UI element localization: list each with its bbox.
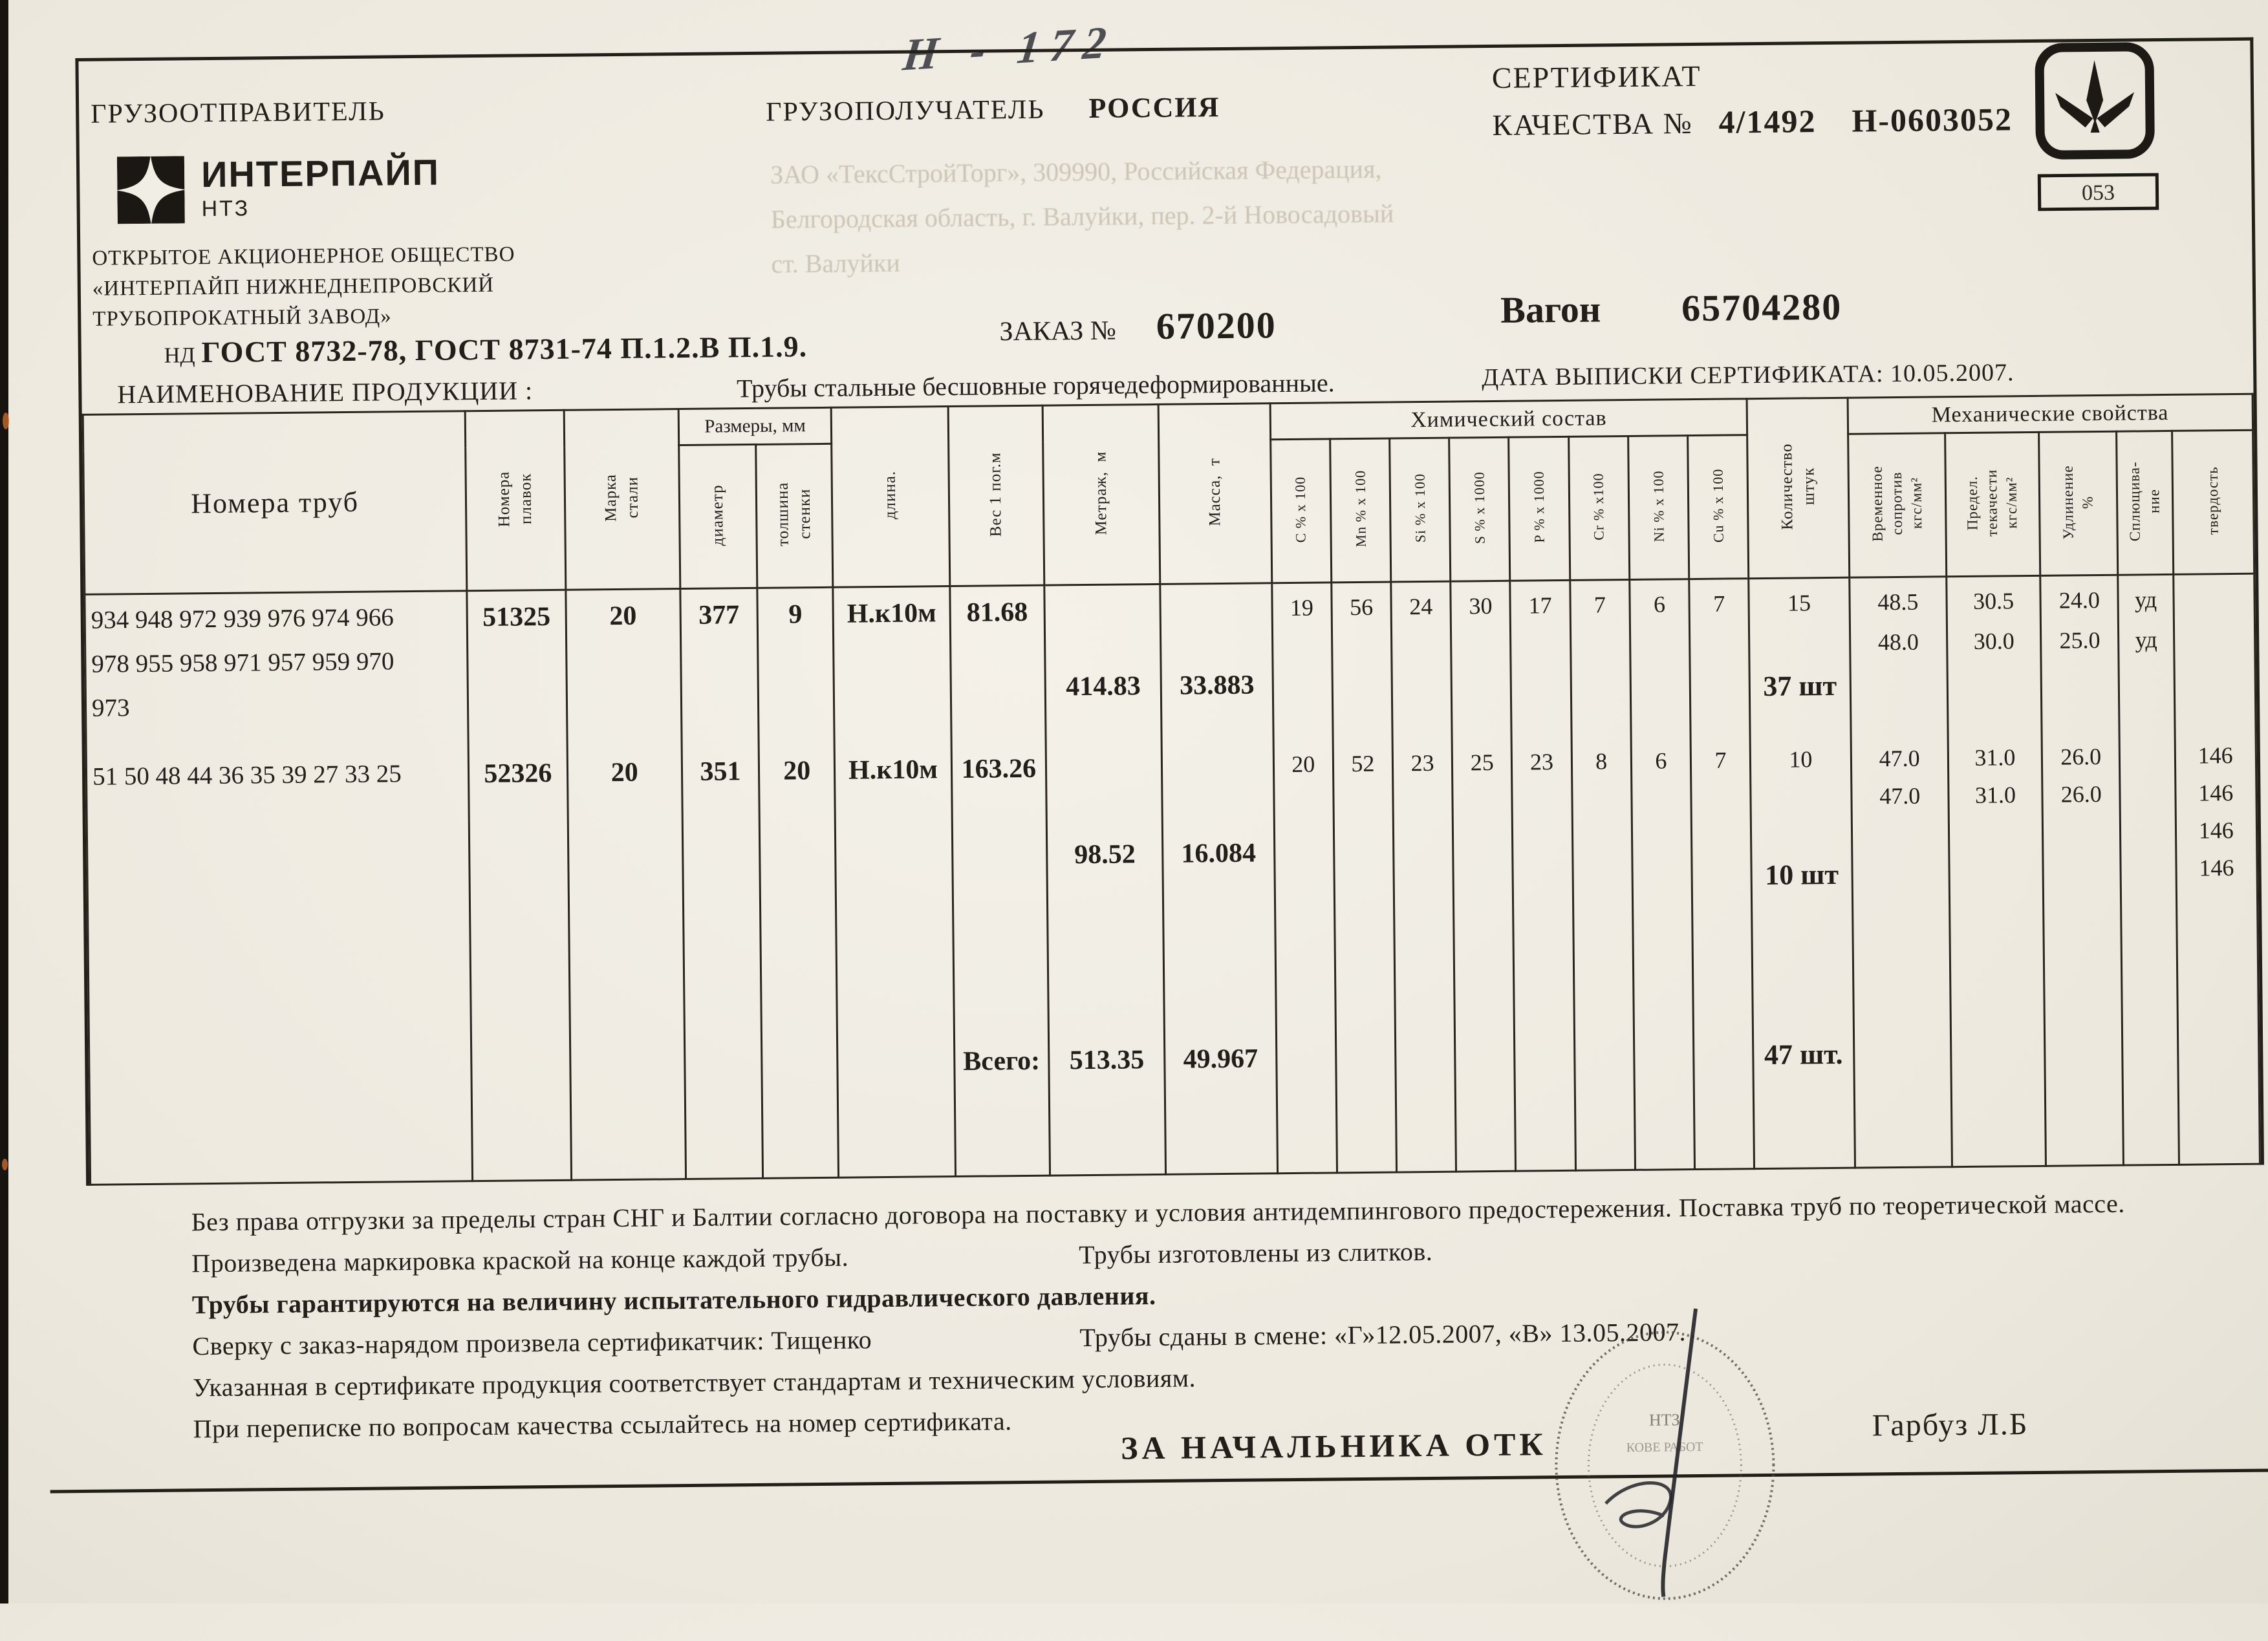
note-segment: Трубы изготовлены из слитков. [1079,1236,1433,1270]
col-header-mass: Масса, т [1158,403,1271,585]
certificate-label-line1: СЕРТИФИКАТ [1491,59,1701,94]
note-segment: Произведена маркировка краской на конце каждой трубы. [191,1242,849,1278]
heat-number: 52326 [484,758,552,789]
hardness-value: 146 [2198,742,2233,769]
yield-value: 31.0 [1974,744,2016,771]
col-header-heat-numbers: Номера плавок [465,410,565,590]
diameter-value: 377 [698,600,740,630]
stamp-inner-text: НТЗ [1648,1410,1680,1430]
scan-left-edge [0,0,8,1603]
consignee-country: РОССИЯ [1088,91,1220,124]
col-header-flattening: Сплющива- ние [2117,431,2173,575]
signer-name: Гарбуз Л.Б [1872,1407,2029,1443]
chem-value: 8 [1595,748,1608,775]
handwritten-mark: Н - 172 [900,17,1119,81]
cell-length [833,586,955,1178]
diameter-value: 351 [700,756,741,787]
document-frame [75,38,2264,1186]
note-line: При переписке по вопросам качества ссылайтесь на номер сертификата. [193,1406,1012,1444]
length-value: Н.к10м [848,755,938,786]
cell-steel-grade [565,589,686,1181]
length-value: Н.к10м [847,598,936,629]
consignee-block [766,91,1220,128]
document-header [78,41,2253,414]
col-header-chem-si: Si % x 100 [1390,438,1451,582]
meterage-value: 98.52 [1074,839,1136,870]
chem-value: 56 [1349,594,1374,621]
col-header-weight-per-meter: Вес 1 пог.м [948,405,1044,586]
quantity-pieces: 10 шт [1764,858,1839,891]
company-line: «ИНТЕРПАЙП НИЖНЕДНЕПРОВСКИЙ [92,273,495,301]
tensile-value: 48.0 [1877,628,1919,656]
col-header-meterage: Метраж, м [1042,404,1160,585]
logo-company-name: ИНТЕРПАЙП [200,151,440,195]
chem-value: 17 [1528,592,1552,619]
heat-number: 51325 [482,601,551,632]
chem-value: 19 [1290,594,1314,621]
trident-quality-stamp [2030,41,2169,232]
cell-chem-si [1391,581,1456,1172]
elongation-value: 26.0 [2060,743,2102,770]
steel-grade: 20 [609,601,637,632]
chem-value: 24 [1409,593,1433,620]
meterage-value: 414.83 [1065,671,1141,702]
interpipe-logo-icon [117,156,185,224]
nd-label: НД [164,343,195,368]
steel-grade: 20 [610,757,638,788]
product-name-line [117,367,1335,409]
cell-flattening [2118,574,2179,1165]
faint-address-line: ЗАО «ТексСтройТорг», 309990, Российская Федерация, [770,154,1382,189]
bottom-frame-line [50,1468,2268,1494]
order-label: ЗАКАЗ № [999,316,1117,347]
consignee-label: ГРУЗОПОЛУЧАТЕЛЬ [766,94,1045,127]
cell-chem-cu [1689,579,1755,1170]
certificate-document [75,10,2268,1602]
elongation-value: 26.0 [2060,780,2102,808]
cell-mass [1160,583,1277,1175]
nd-standards-value: ГОСТ 8732-78, ГОСТ 8731-74 П.1.2.В П.1.9. [201,330,808,369]
cell-elongation [2040,575,2124,1166]
col-header-yield-strength: Предел. текачести кгс/мм² [1945,432,2040,576]
note-line-bold: Трубы гарантируются на величину испытательного гидравлического давления. [191,1281,1156,1320]
chem-value: 20 [1291,751,1315,777]
elongation-value: 25.0 [2059,627,2101,654]
wagon-label: Вагон [1500,288,1601,331]
pipe-numbers-line: 973 [91,694,130,722]
col-header-pipe-numbers: Номера труб [83,411,467,595]
issue-date-line: ДАТА ВЫПИСКИ СЕРТИФИКАТА: 10.05.2007. [1482,359,2014,392]
tensile-value: 47.0 [1879,782,1921,810]
consignee-address-faint [770,147,1394,286]
col-header-chem-c: С % х 100 [1270,439,1331,583]
flattening-value: уд [2135,627,2157,653]
certificate-block [1491,50,2013,149]
chem-value: 30 [1469,593,1493,619]
col-header-length: длина. [831,407,949,588]
chem-value: 25 [1470,749,1494,776]
signature-stroke [1606,1483,1671,1527]
stamp-inner-text: КОВЕ РАБОТ [1626,1439,1703,1455]
pipe-numbers-line: 51 50 48 44 36 35 39 27 33 25 [92,760,402,791]
col-header-hardness: твердость [2172,430,2254,574]
product-label: НАИМЕНОВАНИЕ ПРОДУКЦИИ : [117,376,534,409]
nd-standards-line [164,329,808,370]
cell-yield [1947,575,2046,1166]
chem-value: 52 [1351,750,1375,777]
weight-value: 163.26 [961,753,1037,784]
col-header-chem-cu: Cu % x 100 [1688,435,1749,579]
chem-value: 7 [1713,590,1725,617]
cell-meterage [1044,584,1166,1175]
col-header-chem-cr: Cr % x100 [1568,436,1629,580]
round-ink-stamp [1507,1301,1827,1627]
logo-plant-abbreviation: НТЗ [201,196,250,221]
cell-chem-p [1510,580,1575,1171]
certificate-label-line2: КАЧЕСТВА № [1492,106,1693,142]
certificate-table [82,393,2261,1186]
total-quantity: 47 шт. [1764,1038,1843,1071]
signature-title: ЗА НАЧАЛЬНИКА ОТК [1120,1426,1548,1466]
cell-hardness [2173,574,2260,1164]
yield-value: 31.0 [1974,782,2016,808]
chem-value: 6 [1655,747,1667,774]
note-line: Без права отгрузки за пределы стран СНГ и Балтии согласно договора на поставку и условия антидемпингового предостережения. Поставка труб по теоретической массе. [191,1188,2125,1237]
tensile-value: 47.0 [1879,745,1920,772]
col-group-dimensions: Размеры, мм [678,407,832,445]
col-header-wall-thickness: толшина стенки [756,444,833,588]
total-label: Всего: [963,1046,1041,1077]
cell-weight-per-meter [949,585,1050,1176]
wagon-number: 65704280 [1681,285,1842,330]
col-group-chemical: Химический состав [1270,399,1747,440]
col-header-elongation: Удлинение % [2039,431,2118,575]
certificate-series: Н-0603052 [1852,101,2013,139]
certificate-number: 4/1492 [1718,103,1817,140]
quantity-value: 10 [1789,746,1813,773]
pipe-numbers-line: 934 948 972 939 976 974 966 [91,603,394,634]
quantity-pieces: 37 шт [1763,669,1837,702]
wall-thickness-value: 20 [783,756,811,786]
mass-value: 33.883 [1179,670,1255,701]
cell-diameter [680,588,763,1179]
note-segment: Сверку с заказ-нарядом произвела сертификатчик: Тищенко [192,1325,872,1361]
note-line: Указанная в сертификате продукция соответствует стандартам и техническим условиям. [192,1363,1196,1402]
total-mass: 49.967 [1183,1044,1258,1075]
chem-value: 6 [1653,591,1666,617]
col-header-chem-ni: Ni % x 100 [1628,436,1689,580]
total-meterage: 513.35 [1069,1045,1145,1076]
cell-chem-c [1271,583,1337,1174]
cell-chem-ni [1630,579,1695,1170]
col-header-diameter: диаметр [679,444,757,588]
col-group-mechanical: Механические свойства [1848,394,2253,434]
col-header-tensile-strength: Временное сопротив кгс/мм² [1848,433,1946,577]
company-full-name [92,239,515,334]
wall-thickness-value: 9 [788,599,803,630]
col-header-chem-p: P % x 1000 [1509,436,1570,581]
hardness-value: 146 [2198,780,2234,806]
order-number: 670200 [1156,304,1277,347]
chem-value: 23 [1529,749,1554,775]
chem-value: 7 [1714,747,1727,773]
note-segment: Трубы сданы в смене: «Г»12.05.2007, «В» 13.05.2007. [1079,1317,1687,1353]
chem-value: 23 [1410,749,1434,777]
yield-value: 30.0 [1973,628,2014,654]
pipe-numbers-line: 978 955 958 971 957 959 970 [91,647,394,678]
cell-chem-s [1451,581,1516,1172]
tensile-value: 48.5 [1877,588,1919,616]
consignor-label: ГРУЗООТПРАВИТЕЛЬ [91,96,385,129]
yield-value: 30.5 [1972,588,2014,614]
product-value: Трубы стальные бесшовные горячедеформированные. [736,368,1335,403]
company-line: ТРУБОПРОКАТНЫЙ ЗАВОД» [92,305,392,331]
mass-value: 16.084 [1181,838,1257,869]
weight-value: 81.68 [966,597,1028,628]
cell-heat-numbers [467,590,571,1181]
cell-chem-mn [1332,582,1397,1173]
scan-speck [2,1159,8,1170]
cell-pipe-numbers [85,591,473,1185]
cell-wall-thickness [757,587,839,1178]
col-header-chem-s: S % x 1000 [1449,437,1510,581]
col-header-steel-grade: Марка стали [564,409,680,590]
col-header-chem-mn: Mn % x 100 [1330,438,1391,583]
interpipe-logo [117,151,440,224]
faint-address-line: ст. Валуйки [771,248,900,279]
company-line: ОТКРЫТОЕ АКЦИОНЕРНОЕ ОБЩЕСТВО [92,242,515,270]
cell-chem-cr [1570,579,1635,1170]
stamp-code-text: 053 [2081,180,2115,206]
wagon-block [1500,285,1842,332]
flattening-value: уд [2134,586,2157,613]
hardness-value: 146 [2198,817,2234,844]
chem-value: 7 [1593,592,1606,618]
cell-tensile [1849,577,1952,1168]
elongation-value: 24.0 [2058,586,2101,614]
col-header-quantity: Количество штук [1747,398,1849,578]
cell-quantity [1749,577,1855,1168]
scan-speck [3,413,9,429]
quantity-value: 15 [1787,590,1811,616]
order-block [999,303,1277,349]
hardness-value: 146 [2199,855,2234,881]
faint-address-line: Белгородская область, г. Валуйки, пер. 2-й Новосадовый [770,198,1394,234]
